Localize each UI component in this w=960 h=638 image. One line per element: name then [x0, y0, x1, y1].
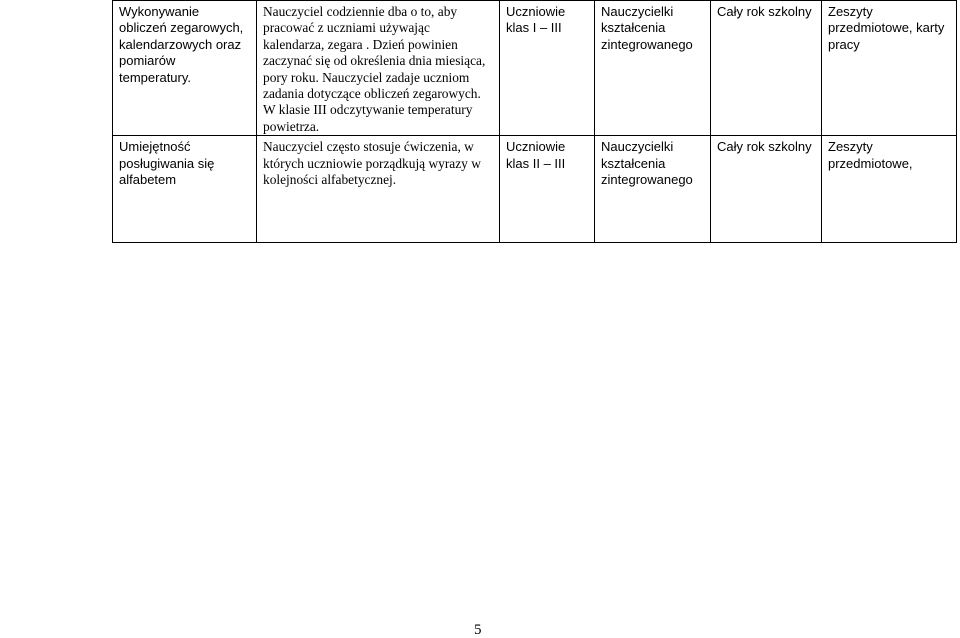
description-cell: Nauczyciel często stosuje ćwiczenia, w których uczniowie porządkują wyrazy w kolejności alfabetycznej.: [257, 136, 500, 243]
table-row: [113, 136, 957, 243]
period-cell: Cały rok szkolny: [711, 1, 822, 136]
activities-table: [112, 0, 957, 243]
responsible-cell: Nauczycielki kształcenia zintegrowanego: [595, 136, 711, 243]
materials-cell: Zeszyty przedmiotowe, karty pracy: [822, 1, 957, 136]
skill-cell: Umiejętność posługiwania się alfabetem: [113, 136, 257, 243]
table-row: [113, 1, 957, 136]
participants-cell: Uczniowie klas I – III: [500, 1, 595, 136]
page-number: 5: [474, 622, 482, 638]
responsible-cell: Nauczycielki kształcenia zintegrowanego: [595, 1, 711, 136]
participants-cell: Uczniowie klas II – III: [500, 136, 595, 243]
period-cell: Cały rok szkolny: [711, 136, 822, 243]
skill-cell: Wykonywanie obliczeń zegarowych, kalendarzowych oraz pomiarów temperatury.: [113, 1, 257, 136]
description-cell: Nauczyciel codziennie dba o to, aby pracować z uczniami używając kalendarza, zegara . Dzień powinien zaczynać się od określenia dnia miesiąca, pory roku. Nauczyciel zadaje uczniom zadania dotyczące obliczeń zegarowych. W klasie III odczytywanie temperatury powietrza.: [257, 1, 500, 136]
materials-cell: Zeszyty przedmiotowe,: [822, 136, 957, 243]
